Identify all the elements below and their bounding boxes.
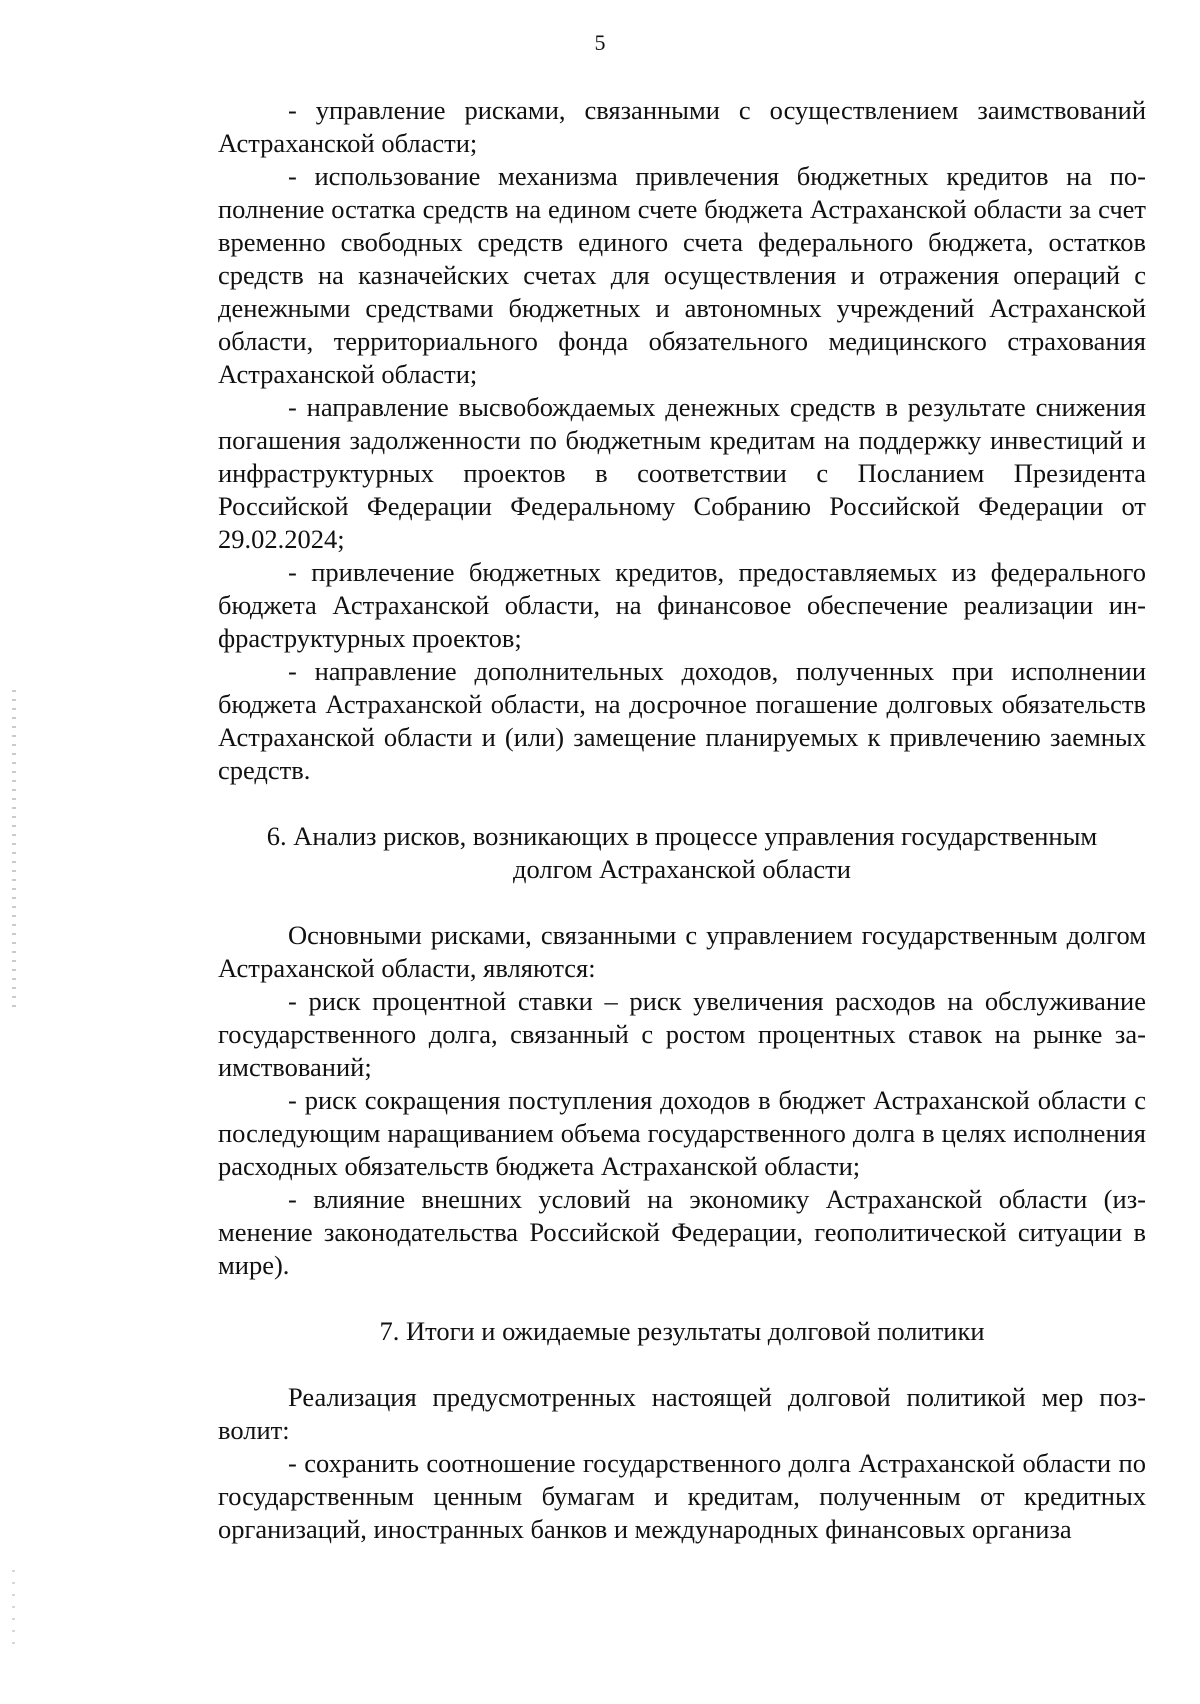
- paragraph-additional-revenues: - направление дополнительных доходов, полученных при исполнении бюджета Астраханской области, на досрочное погашение долговых обязательств Астраханской области и (или) замещение планируемых к привлечению заемных средств.: [218, 656, 1146, 785]
- paragraph-budget-credits-mechanism: - использование механизма привлечения бюджетных кредитов на пополнение остатка средств на едином счете бюджета Астраханской области за счет временно свободных средств единого счета федерального бюджета, остатков средств на казначейских счетах для осуществления и отражения операций с денежными средствами бюджетных и автономных учреждений Астраханской области, территориального фонда обязательного медицинского страхования Астраханской области;: [218, 161, 1146, 389]
- paragraph-infrastructure-credits: - привлечение бюджетных кредитов, предоставляемых из федерального бюджета Астраханской области, на финансовое обеспечение реализации инфраструктурных проектов;: [218, 557, 1146, 653]
- section-6-heading-line-2: долгом Астраханской области: [513, 854, 851, 884]
- scan-margin-marks-lower: [12, 1570, 15, 1650]
- section-6-item-revenue-reduction: - риск сокращения поступления доходов в бюджет Астраханской области с последующим наращиванием объема государственного долга в целях исполнения расходных обязательств бюджета Астраханской области;: [218, 1085, 1146, 1181]
- section-6-item-interest-rate: - риск процентной ставки – риск увеличения расходов на обслуживание государственного долга, связанный с ростом процентных ставок на рынке заимствований;: [218, 986, 1146, 1082]
- section-6-intro: Основными рисками, связанными с управлением государственным долгом Астраханской области, являются:: [218, 920, 1146, 983]
- paragraph-released-funds: - направление высвобождаемых денежных средств в результате снижения погашения задолженности по бюджетным кредитам на поддержку инвестиций и инфраструктурных проектов в соответствии с Посланием Президента Российской Федерации Федеральному Собранию Российской Федерации от 29.02.2024;: [218, 392, 1146, 554]
- section-7-heading: 7. Итоги и ожидаемые результаты долговой политики: [379, 1316, 985, 1346]
- section-6-item-external-conditions: - влияние внешних условий на экономику Астраханской области (изменение законодательства Российской Федерации, геополитической ситуации в мире).: [218, 1184, 1146, 1280]
- section-6-heading-line-1: 6. Анализ рисков, возникающих в процессе управления государственным: [266, 821, 1098, 851]
- section-7-item-debt-ratio: - сохранить соотношение государственного долга Астраханской области по государственным ценным бумагам и кредитам, полученным от кредитных организаций, иностранных банков и международных финансовых организа: [218, 1448, 1146, 1544]
- page-number: 5: [594, 30, 606, 55]
- section-7-intro: Реализация предусмотренных настоящей долговой политикой мер позволит:: [218, 1382, 1146, 1445]
- paragraph-risk-management: - управление рисками, связанными с осуществлением заимствований Астраханской области;: [218, 95, 1146, 158]
- scan-margin-marks: [12, 690, 16, 1010]
- document-body: [218, 94, 1146, 1546]
- section-6-heading: [218, 820, 1146, 886]
